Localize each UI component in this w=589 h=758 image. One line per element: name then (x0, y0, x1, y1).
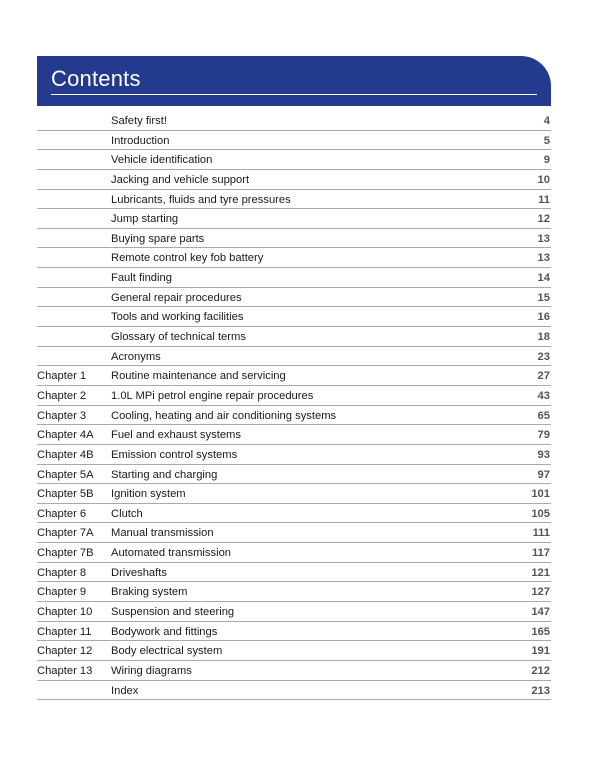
toc-page-number: 213 (531, 684, 550, 697)
toc-page-number: 15 (537, 291, 550, 304)
toc-page-number: 105 (531, 507, 550, 520)
toc-chapter-label: Chapter 4B (37, 448, 94, 461)
toc-title: Remote control key fob battery (111, 252, 264, 265)
toc-page-number: 27 (537, 370, 550, 383)
toc-page-number: 9 (543, 154, 550, 167)
toc-entry[interactable] (37, 661, 551, 681)
toc-entry[interactable] (37, 641, 551, 661)
toc-title: Driveshafts (111, 566, 167, 579)
toc-chapter-label: Chapter 4A (37, 429, 94, 442)
toc-title: Glossary of technical terms (111, 331, 246, 344)
toc-title: Automated transmission (111, 547, 232, 560)
header-rule (51, 94, 537, 95)
toc-entry[interactable] (37, 229, 551, 249)
toc-entry[interactable] (37, 484, 551, 504)
toc-chapter-label: Chapter 11 (37, 625, 92, 638)
toc-page-number: 165 (531, 625, 550, 638)
toc-title: Manual transmission (111, 527, 214, 540)
toc-entry[interactable] (37, 327, 551, 347)
toc-title: Suspension and steering (111, 606, 235, 619)
toc-page-number: 97 (537, 468, 550, 481)
toc-title: Tools and working facilities (111, 311, 244, 324)
toc-chapter-label: Chapter 5A (37, 468, 94, 481)
toc-title: Introduction (111, 134, 170, 147)
toc-title: Emission control systems (111, 448, 238, 461)
toc-entry[interactable] (37, 523, 551, 543)
toc-page-number: 16 (537, 311, 550, 324)
toc-page-number: 43 (537, 389, 550, 402)
toc-title: Starting and charging (111, 468, 218, 481)
table-of-contents (37, 111, 551, 700)
toc-title: Safety first! (111, 115, 167, 127)
toc-title: Jacking and vehicle support (111, 173, 250, 186)
toc-entry[interactable] (37, 445, 551, 465)
contents-header (37, 56, 551, 106)
toc-page-number: 18 (537, 331, 550, 344)
toc-page-number: 121 (531, 566, 550, 579)
toc-title: Bodywork and fittings (111, 625, 218, 638)
toc-entry[interactable] (37, 131, 551, 151)
toc-title: Wiring diagrams (111, 664, 192, 677)
toc-entry[interactable] (37, 504, 551, 524)
toc-chapter-label: Chapter 7A (37, 527, 94, 540)
toc-title: Cooling, heating and air conditioning systems (111, 409, 337, 422)
toc-chapter-label: Chapter 9 (37, 586, 87, 599)
toc-title: Vehicle identification (111, 154, 213, 167)
toc-page-number: 111 (532, 527, 550, 540)
toc-title: 1.0L MPi petrol engine repair procedures (111, 389, 314, 402)
toc-title: General repair procedures (111, 291, 242, 304)
toc-title: Braking system (111, 586, 188, 599)
toc-page-number: 147 (531, 606, 550, 619)
toc-page-number: 14 (537, 272, 550, 285)
toc-title: Fuel and exhaust systems (111, 429, 241, 442)
toc-page-number: 10 (537, 173, 550, 186)
toc-entry[interactable] (37, 150, 551, 170)
toc-chapter-label: Chapter 8 (37, 566, 87, 579)
toc-page-number: 212 (531, 664, 550, 677)
toc-title: Fault finding (111, 272, 172, 285)
toc-page-number: 4 (543, 115, 550, 127)
toc-entry[interactable] (37, 288, 551, 308)
toc-title: Jump starting (111, 213, 179, 226)
toc-entry[interactable] (37, 582, 551, 602)
toc-entry[interactable] (37, 622, 551, 642)
toc-chapter-label: Chapter 12 (37, 645, 93, 658)
toc-entry[interactable] (37, 111, 551, 131)
toc-entry[interactable] (37, 425, 551, 445)
toc-title: Lubricants, fluids and tyre pressures (111, 193, 291, 206)
toc-chapter-label: Chapter 2 (37, 389, 87, 402)
toc-entry[interactable] (37, 366, 551, 386)
toc-page-number: 13 (537, 232, 550, 245)
toc-entry[interactable] (37, 209, 551, 229)
toc-chapter-label: Chapter 7B (37, 547, 94, 560)
toc-entry[interactable] (37, 465, 551, 485)
toc-entry[interactable] (37, 681, 551, 701)
toc-page-number: 65 (537, 409, 550, 422)
toc-entry[interactable] (37, 543, 551, 563)
toc-entry[interactable] (37, 170, 551, 190)
toc-title: Index (111, 684, 139, 697)
toc-page-number: 12 (537, 213, 550, 226)
toc-chapter-label: Chapter 13 (37, 664, 93, 677)
toc-entry[interactable] (37, 307, 551, 327)
toc-chapter-label: Chapter 3 (37, 409, 87, 422)
toc-entry[interactable] (37, 347, 551, 367)
toc-entry[interactable] (37, 190, 551, 210)
toc-chapter-label: Chapter 6 (37, 507, 87, 520)
toc-page-number: 11 (538, 193, 550, 206)
toc-entry[interactable] (37, 386, 551, 406)
toc-title: Acronyms (111, 350, 161, 363)
toc-title: Routine maintenance and servicing (111, 370, 286, 383)
toc-page-number: 101 (531, 488, 550, 501)
toc-page-number: 117 (531, 547, 550, 560)
toc-page-number: 127 (531, 586, 550, 599)
toc-chapter-label: Chapter 1 (37, 370, 87, 383)
toc-title: Body electrical system (111, 645, 223, 658)
toc-chapter-label: Chapter 10 (37, 606, 93, 619)
toc-entry[interactable] (37, 406, 551, 426)
toc-chapter-label: Chapter 5B (37, 488, 94, 501)
toc-page-number: 5 (543, 134, 550, 147)
toc-page-number: 191 (531, 645, 550, 658)
toc-entry[interactable] (37, 563, 551, 583)
toc-entry[interactable] (37, 602, 551, 622)
toc-entry[interactable] (37, 248, 551, 268)
page-title: Contents (51, 66, 141, 91)
toc-entry[interactable] (37, 268, 551, 288)
toc-title: Ignition system (111, 488, 186, 501)
toc-title: Clutch (111, 507, 143, 520)
toc-page-number: 23 (537, 350, 550, 363)
toc-page-number: 13 (537, 252, 550, 265)
toc-page-number: 79 (537, 429, 550, 442)
toc-page-number: 93 (537, 448, 550, 461)
toc-title: Buying spare parts (111, 232, 205, 245)
